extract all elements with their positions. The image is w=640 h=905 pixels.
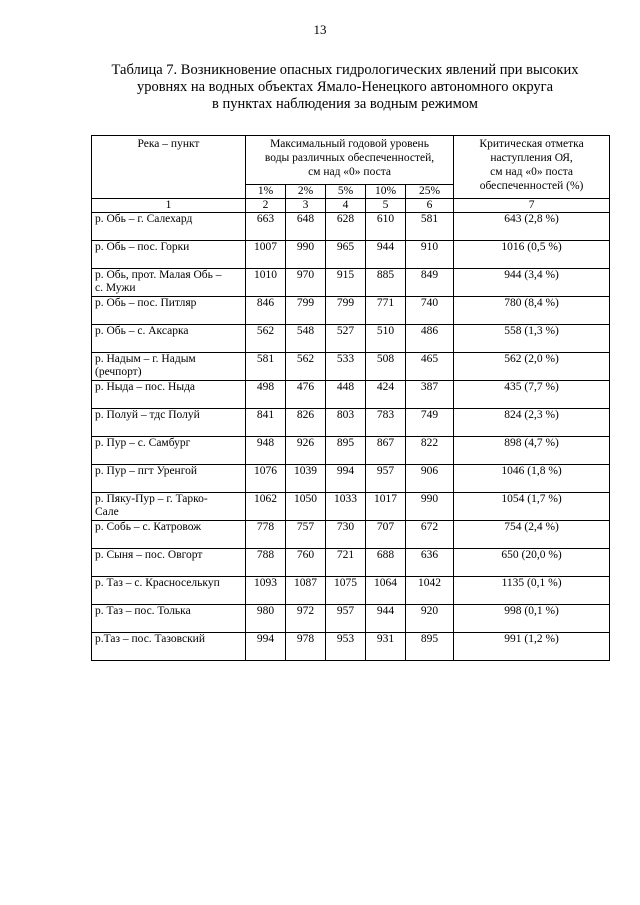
river-point-line: Сале — [95, 506, 119, 518]
table-row — [92, 409, 610, 437]
critical-level-cell: 898 (4,7 %) — [454, 437, 610, 465]
header-percent: 2% — [286, 185, 326, 199]
table-row — [92, 549, 610, 577]
table-row — [92, 437, 610, 465]
level-value-cell: 953 — [326, 633, 366, 661]
river-point-cell — [92, 521, 246, 549]
table-row — [92, 297, 610, 325]
level-value-cell: 508 — [366, 353, 406, 381]
river-point-cell — [92, 353, 246, 381]
column-number: 7 — [454, 199, 610, 213]
river-point-line: (речпорт) — [95, 366, 142, 378]
header-percent: 5% — [326, 185, 366, 199]
caption-line: в пунктах наблюдения за водным режимом — [212, 96, 478, 112]
header-critical-line: см над «0» поста — [490, 166, 574, 178]
river-point-line: р. Обь – пос. Горки — [95, 241, 190, 253]
table-row — [92, 353, 610, 381]
table-row — [92, 325, 610, 353]
river-point-cell — [92, 381, 246, 409]
critical-level-cell: 643 (2,8 %) — [454, 213, 610, 241]
river-point-line: р.Таз – пос. Тазовский — [95, 633, 205, 645]
level-value-cell: 915 — [326, 269, 366, 297]
level-value-cell: 1039 — [286, 465, 326, 493]
table-caption — [80, 62, 610, 113]
level-value-cell: 910 — [406, 241, 454, 269]
table-row — [92, 577, 610, 605]
level-value-cell: 636 — [406, 549, 454, 577]
level-value-cell: 799 — [326, 297, 366, 325]
level-value-cell: 740 — [406, 297, 454, 325]
column-number: 4 — [326, 199, 366, 213]
caption-line: уровнях на водных объектах Ямало-Ненецкого автономного округа — [136, 79, 554, 95]
level-value-cell: 944 — [366, 241, 406, 269]
level-value-cell: 1064 — [366, 577, 406, 605]
table-row — [92, 633, 610, 661]
level-value-cell: 749 — [406, 409, 454, 437]
hydrology-table — [91, 135, 610, 661]
level-value-cell: 448 — [326, 381, 366, 409]
table-row — [92, 605, 610, 633]
river-point-cell — [92, 213, 246, 241]
level-value-cell: 788 — [246, 549, 286, 577]
level-value-cell: 688 — [366, 549, 406, 577]
level-value-cell: 944 — [366, 605, 406, 633]
river-point-line: р. Ныда – пос. Ныда — [95, 381, 196, 393]
river-point-line: р. Пур – с. Самбург — [95, 437, 191, 449]
level-value-cell: 476 — [286, 381, 326, 409]
level-value-cell: 486 — [406, 325, 454, 353]
river-point-line: р. Обь, прот. Малая Обь – — [95, 269, 222, 281]
level-value-cell: 548 — [286, 325, 326, 353]
river-point-line: р. Обь – г. Салехард — [95, 213, 193, 225]
header-max-level-line: воды различных обеспеченностей, — [264, 152, 435, 164]
level-value-cell: 957 — [366, 465, 406, 493]
table-row — [92, 269, 610, 297]
critical-level-cell: 991 (1,2 %) — [454, 633, 610, 661]
header-critical-line: наступления ОЯ, — [490, 152, 573, 164]
level-value-cell: 424 — [366, 381, 406, 409]
river-point-line: р. Таз – с. Красноселькуп — [95, 577, 220, 589]
river-point-line: р. Обь – пос. Питляр — [95, 297, 197, 309]
header-percent: 25% — [406, 185, 454, 199]
level-value-cell: 1076 — [246, 465, 286, 493]
level-value-cell: 562 — [286, 353, 326, 381]
river-point-cell — [92, 605, 246, 633]
level-value-cell: 970 — [286, 269, 326, 297]
river-point-cell — [92, 297, 246, 325]
table-row — [92, 521, 610, 549]
critical-level-cell: 1046 (1,8 %) — [454, 465, 610, 493]
level-value-cell: 757 — [286, 521, 326, 549]
river-point-line: р. Сыня – пос. Овгорт — [95, 549, 203, 561]
header-percent: 1% — [246, 185, 286, 199]
level-value-cell: 1075 — [326, 577, 366, 605]
header-percent: 10% — [366, 185, 406, 199]
critical-level-cell: 1135 (0,1 %) — [454, 577, 610, 605]
level-value-cell: 906 — [406, 465, 454, 493]
page-number: 13 — [313, 22, 327, 37]
column-number: 1 — [92, 199, 246, 213]
table-row — [92, 493, 610, 521]
level-value-cell: 527 — [326, 325, 366, 353]
river-point-cell — [92, 493, 246, 521]
river-point-cell — [92, 325, 246, 353]
header-river-point: Река – пункт — [92, 136, 246, 199]
level-value-cell: 760 — [286, 549, 326, 577]
river-point-line: р. Полуй – тдс Полуй — [95, 409, 200, 421]
table-row — [92, 213, 610, 241]
level-value-cell: 648 — [286, 213, 326, 241]
river-point-cell — [92, 549, 246, 577]
level-value-cell: 707 — [366, 521, 406, 549]
header-max-level-line: Максимальный годовой уровень — [270, 138, 429, 150]
level-value-cell: 867 — [366, 437, 406, 465]
header-max-level — [246, 136, 454, 185]
level-value-cell: 920 — [406, 605, 454, 633]
level-value-cell: 822 — [406, 437, 454, 465]
critical-level-cell: 558 (1,3 %) — [454, 325, 610, 353]
level-value-cell: 885 — [366, 269, 406, 297]
level-value-cell: 672 — [406, 521, 454, 549]
level-value-cell: 610 — [366, 213, 406, 241]
level-value-cell: 1010 — [246, 269, 286, 297]
critical-level-cell: 1016 (0,5 %) — [454, 241, 610, 269]
level-value-cell: 1093 — [246, 577, 286, 605]
level-value-cell: 849 — [406, 269, 454, 297]
table-row — [92, 465, 610, 493]
river-point-cell — [92, 633, 246, 661]
level-value-cell: 1042 — [406, 577, 454, 605]
level-value-cell: 1007 — [246, 241, 286, 269]
critical-level-cell: 562 (2,0 %) — [454, 353, 610, 381]
table-row — [92, 381, 610, 409]
level-value-cell: 994 — [246, 633, 286, 661]
level-value-cell: 628 — [326, 213, 366, 241]
level-value-cell: 846 — [246, 297, 286, 325]
level-value-cell: 803 — [326, 409, 366, 437]
river-point-cell — [92, 409, 246, 437]
critical-level-cell: 824 (2,3 %) — [454, 409, 610, 437]
level-value-cell: 895 — [326, 437, 366, 465]
critical-level-cell: 1054 (1,7 %) — [454, 493, 610, 521]
column-number-row — [92, 199, 610, 213]
level-value-cell: 1062 — [246, 493, 286, 521]
river-point-cell — [92, 241, 246, 269]
critical-level-cell: 650 (20,0 %) — [454, 549, 610, 577]
level-value-cell: 771 — [366, 297, 406, 325]
header-critical-line: обеспеченностей (%) — [479, 180, 584, 192]
level-value-cell: 957 — [326, 605, 366, 633]
river-point-cell — [92, 269, 246, 297]
level-value-cell: 498 — [246, 381, 286, 409]
river-point-line: с. Мужи — [95, 282, 136, 294]
level-value-cell: 778 — [246, 521, 286, 549]
level-value-cell: 387 — [406, 381, 454, 409]
critical-level-cell: 754 (2,4 %) — [454, 521, 610, 549]
table-row — [92, 241, 610, 269]
level-value-cell: 533 — [326, 353, 366, 381]
header-critical — [454, 136, 610, 199]
river-point-cell — [92, 465, 246, 493]
level-value-cell: 948 — [246, 437, 286, 465]
level-value-cell: 931 — [366, 633, 406, 661]
caption-line: Таблица 7. Возникновение опасных гидрологических явлений при высоких — [111, 62, 579, 78]
column-number: 3 — [286, 199, 326, 213]
level-value-cell: 1033 — [326, 493, 366, 521]
level-value-cell: 1050 — [286, 493, 326, 521]
level-value-cell: 826 — [286, 409, 326, 437]
critical-level-cell: 998 (0,1 %) — [454, 605, 610, 633]
level-value-cell: 465 — [406, 353, 454, 381]
level-value-cell: 1017 — [366, 493, 406, 521]
level-value-cell: 663 — [246, 213, 286, 241]
level-value-cell: 972 — [286, 605, 326, 633]
critical-level-cell: 944 (3,4 %) — [454, 269, 610, 297]
level-value-cell: 581 — [406, 213, 454, 241]
column-number: 6 — [406, 199, 454, 213]
level-value-cell: 562 — [246, 325, 286, 353]
level-value-cell: 841 — [246, 409, 286, 437]
level-value-cell: 990 — [286, 241, 326, 269]
river-point-line: р. Пяку-Пур – г. Тарко- — [95, 493, 208, 505]
header-row — [92, 136, 610, 185]
level-value-cell: 994 — [326, 465, 366, 493]
level-value-cell: 721 — [326, 549, 366, 577]
header-max-level-line: см над «0» поста — [308, 166, 391, 178]
critical-level-cell: 435 (7,7 %) — [454, 381, 610, 409]
river-point-line: р. Обь – с. Аксарка — [95, 325, 189, 337]
level-value-cell: 926 — [286, 437, 326, 465]
river-point-cell — [92, 577, 246, 605]
level-value-cell: 895 — [406, 633, 454, 661]
column-number: 2 — [246, 199, 286, 213]
river-point-line: р. Пур – пгт Уренгой — [95, 465, 198, 477]
level-value-cell: 510 — [366, 325, 406, 353]
level-value-cell: 1087 — [286, 577, 326, 605]
river-point-line: р. Надым – г. Надым — [95, 353, 196, 365]
level-value-cell: 581 — [246, 353, 286, 381]
level-value-cell: 799 — [286, 297, 326, 325]
header-critical-line: Критическая отметка — [479, 138, 584, 150]
river-point-line: р. Собь – с. Катровож — [95, 521, 202, 533]
critical-level-cell: 780 (8,4 %) — [454, 297, 610, 325]
river-point-line: р. Таз – пос. Толька — [95, 605, 191, 617]
column-number: 5 — [366, 199, 406, 213]
level-value-cell: 730 — [326, 521, 366, 549]
level-value-cell: 783 — [366, 409, 406, 437]
level-value-cell: 990 — [406, 493, 454, 521]
level-value-cell: 980 — [246, 605, 286, 633]
level-value-cell: 978 — [286, 633, 326, 661]
level-value-cell: 965 — [326, 241, 366, 269]
river-point-cell — [92, 437, 246, 465]
